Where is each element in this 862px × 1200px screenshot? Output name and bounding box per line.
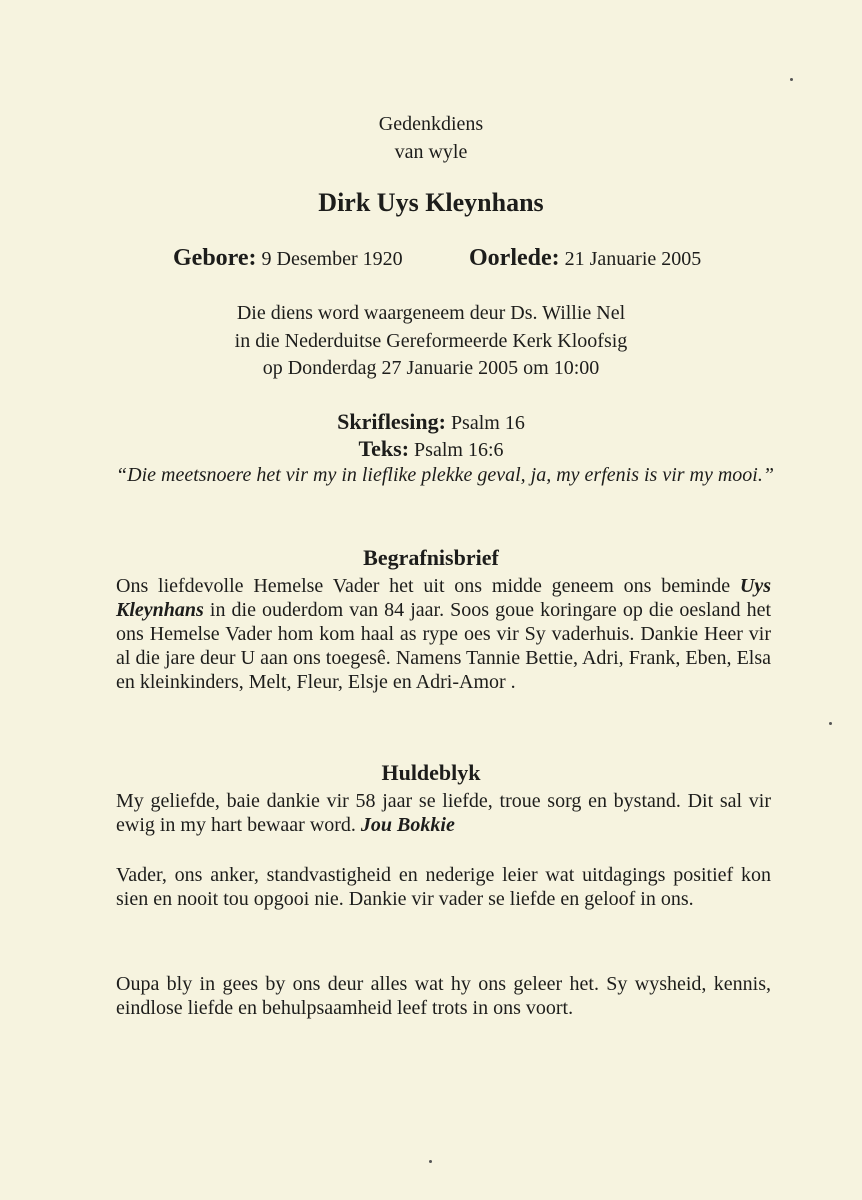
paper-speck [829, 722, 832, 725]
service-line-2: in die Nederduitse Gereformeerde Kerk Kloofsig [234, 330, 628, 352]
scripture-text [0, 436, 862, 462]
huldeblyk-para-1 [116, 789, 771, 837]
died-date [469, 245, 701, 272]
begrafnisbrief-title: Begrafnisbrief [363, 545, 499, 570]
paper-speck [429, 1160, 432, 1163]
header-line-2: van wyle [394, 141, 468, 163]
born-date [173, 245, 403, 272]
begrafnisbrief-text-end: in die ouderdom van 84 jaar. Soos goue koringare op die oesland het ons Hemelse Vader hom kom haal as rype oes vir Sy vaderhuis. Dankie Heer vir al die jare deur U aan ons toegesê. Namens Tannie Bettie, Adri, Frank, Eben, Elsa en kleinkinders, Melt, Fleur, Elsje en Adri-Amor . [116, 599, 772, 693]
scripture-reading [0, 409, 862, 435]
service-line-1: Die diens word waargeneem deur Ds. Willie Nel [236, 302, 626, 324]
born-value: 9 Desember 1920 [261, 248, 403, 270]
scripture-quote: “Die meetsnoere het vir my in lieflike plekke geval, ja, my erfenis is vir my mooi.” [116, 464, 774, 486]
reading-label: Skriflesing: [337, 409, 446, 434]
begrafnisbrief-name: Uys Kleynhans [116, 575, 771, 621]
begrafnisbrief-text-start: Ons liefdevolle Hemelse Vader het uit ons midde geneem ons beminde [116, 575, 731, 597]
paper-speck [790, 78, 793, 81]
huldeblyk-para-2: Vader, ons anker, standvastigheid en nederige leier wat uitdagings positief kon sien en nooit tou opgooi nie. Dankie vir vader se liefde en geloof in ons. [116, 864, 771, 910]
huldeblyk-title: Huldeblyk [381, 760, 481, 785]
deceased-name: Dirk Uys Kleynhans [318, 188, 544, 217]
begrafnisbrief-text [116, 574, 771, 694]
service-line-3: op Donderdag 27 Januarie 2005 om 10:00 [262, 357, 600, 379]
reading-value: Psalm 16 [450, 412, 525, 434]
text-label: Teks: [358, 436, 410, 461]
text-value: Psalm 16:6 [414, 439, 504, 461]
huldeblyk-para-3: Oupa bly in gees by ons deur alles wat hy ons geleer het. Sy wysheid, kennis, eindlose liefde en behulpsaamheid leef trots in ons voort. [116, 973, 771, 1019]
huldeblyk-signature: Jou Bokkie [360, 814, 455, 836]
died-value: 21 Januarie 2005 [564, 248, 702, 270]
huldeblyk-para-1-text: My geliefde, baie dankie vir 58 jaar se liefde, troue sorg en bystand. Dit sal vir ewig in my hart bewaar word. [116, 790, 771, 836]
died-label: Oorlede: [469, 245, 560, 271]
born-label: Gebore: [173, 245, 257, 271]
header-line-1: Gedenkdiens [378, 113, 484, 135]
